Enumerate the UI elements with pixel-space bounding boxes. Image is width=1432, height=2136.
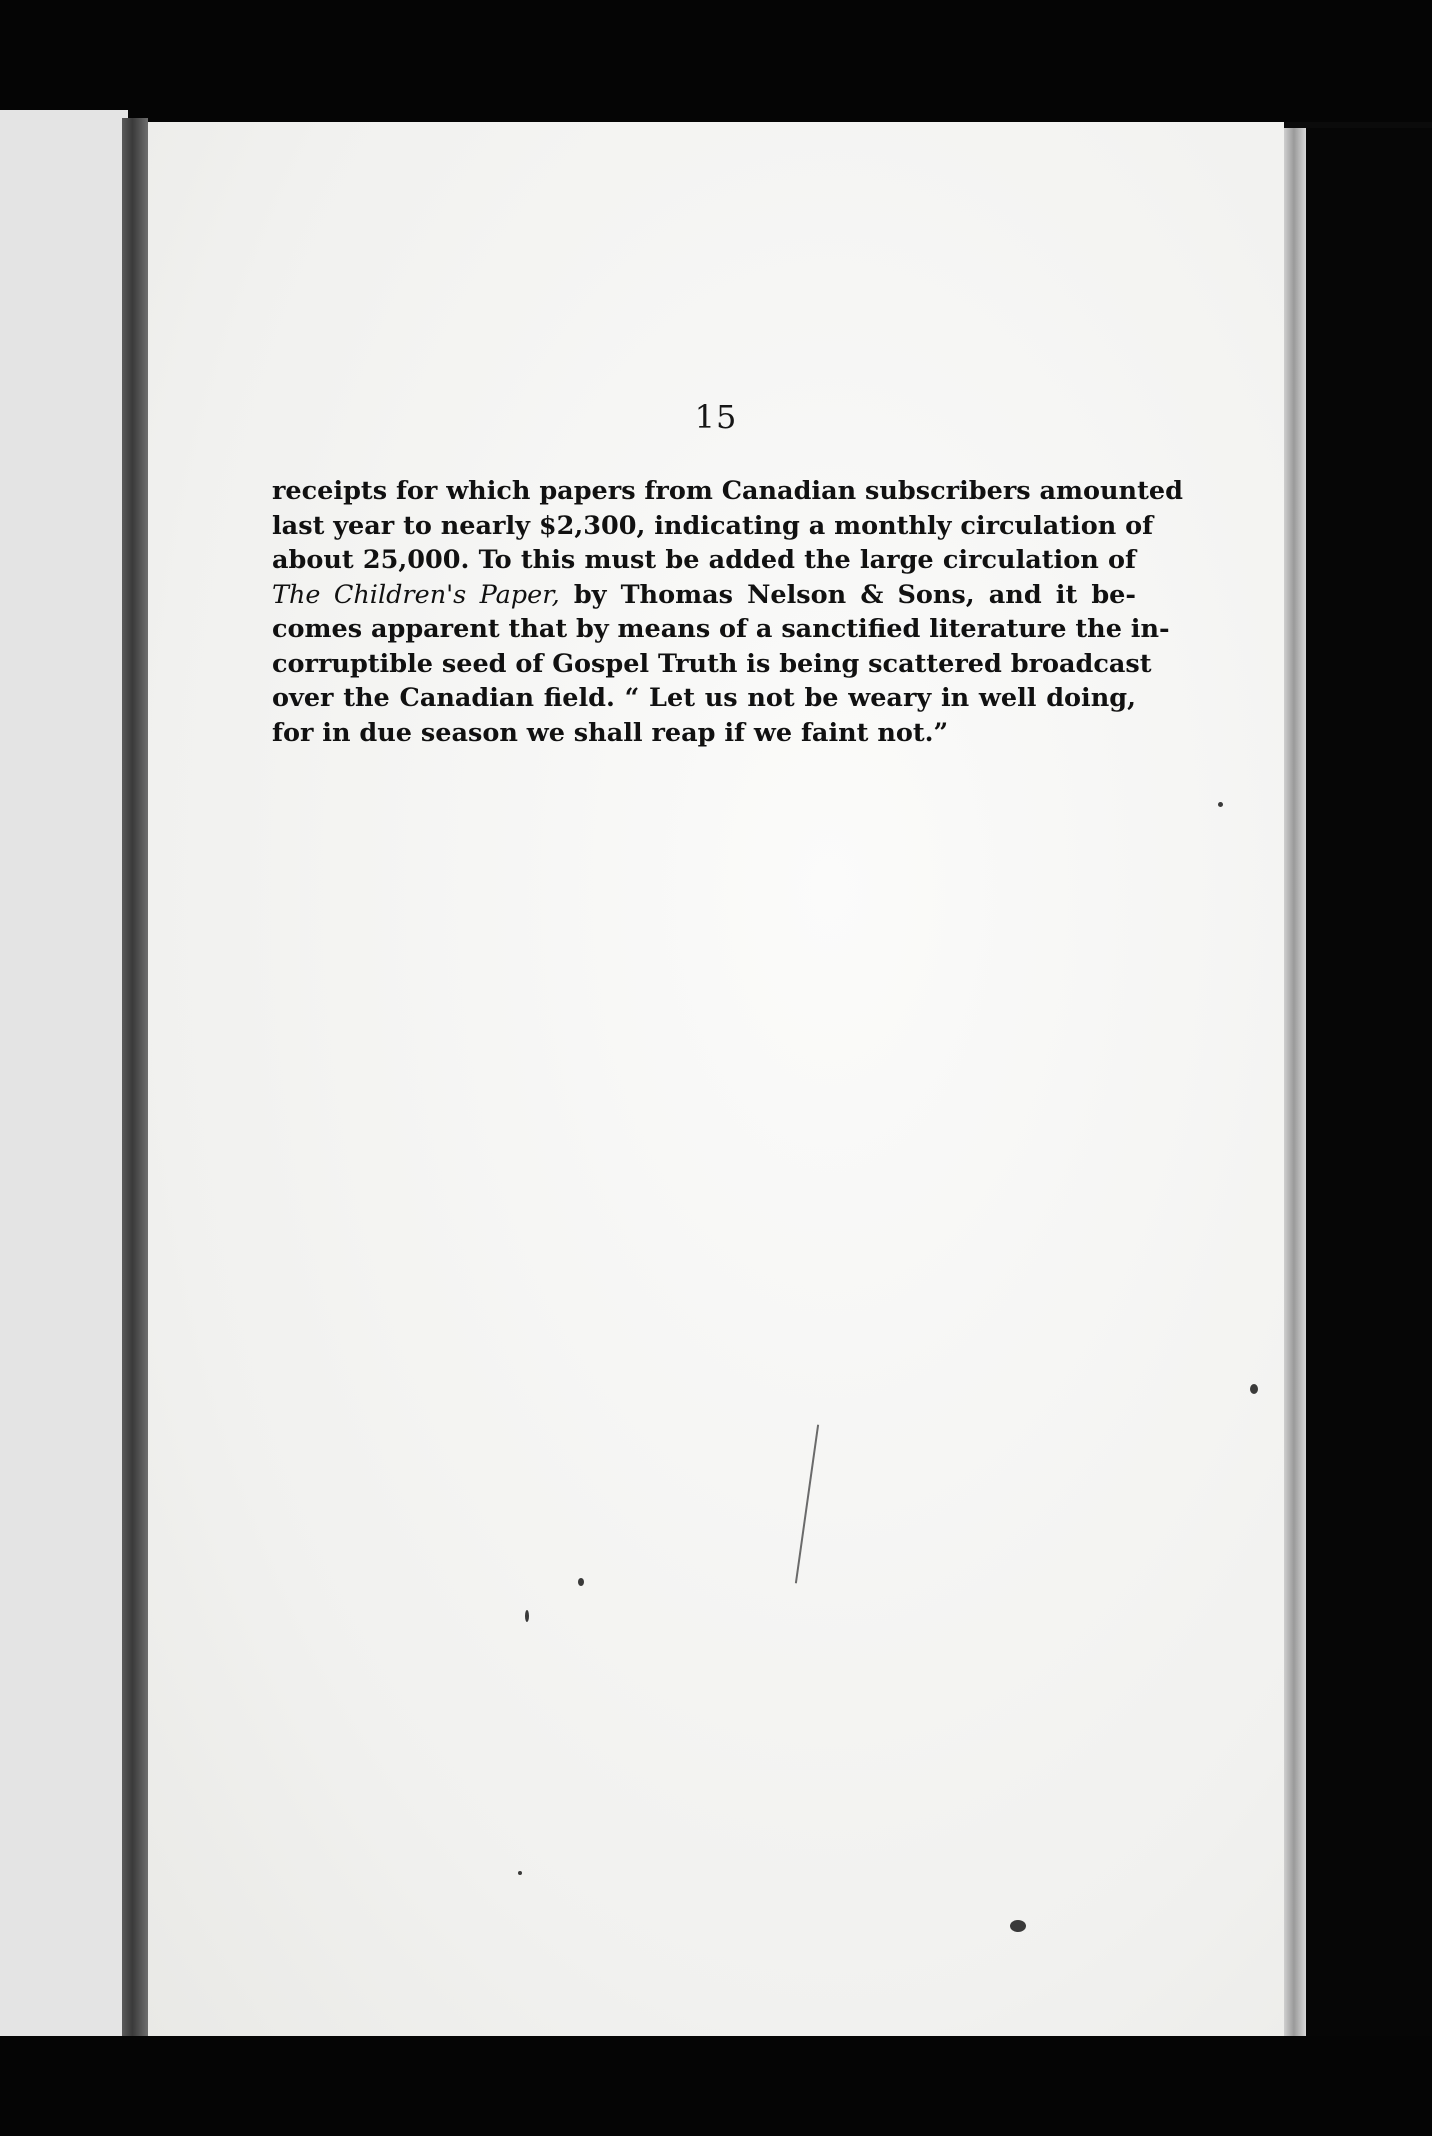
scan-speck — [1218, 802, 1223, 807]
body-paragraph — [272, 474, 1183, 750]
text-line-3: about 25,000. To this must be added the large circulation of — [272, 545, 1136, 575]
scan-speck — [518, 1871, 522, 1875]
italic-title: The Children's Paper, — [272, 579, 560, 610]
scan-border-bottom — [0, 2036, 1432, 2136]
text-line-5: comes apparent that by means of a sanctified literature the in- — [272, 614, 1170, 644]
scan-speck — [1010, 1920, 1026, 1932]
text-line-4 — [272, 578, 1136, 613]
page-number: 15 — [694, 398, 738, 436]
scan-border-top — [0, 0, 1432, 122]
text-line-7: over the Canadian field. “ Let us not be weary in well doing, — [272, 683, 1136, 713]
text-line-4-rest: by Thomas Nelson & Sons, and it be- — [559, 579, 1136, 610]
text-line-1: receipts for which papers from Canadian subscribers amounted — [272, 476, 1183, 506]
text-line-8: for in due season we shall reap if we faint not.” — [272, 717, 949, 748]
text-line-6: corruptible seed of Gospel Truth is being scattered broadcast — [272, 648, 1152, 679]
scan-speck — [578, 1578, 584, 1586]
scan-speck — [525, 1610, 529, 1622]
scan-speck — [1250, 1384, 1258, 1394]
text-line-2: last year to nearly $2,300, indicating a monthly circulation of — [272, 510, 1154, 541]
